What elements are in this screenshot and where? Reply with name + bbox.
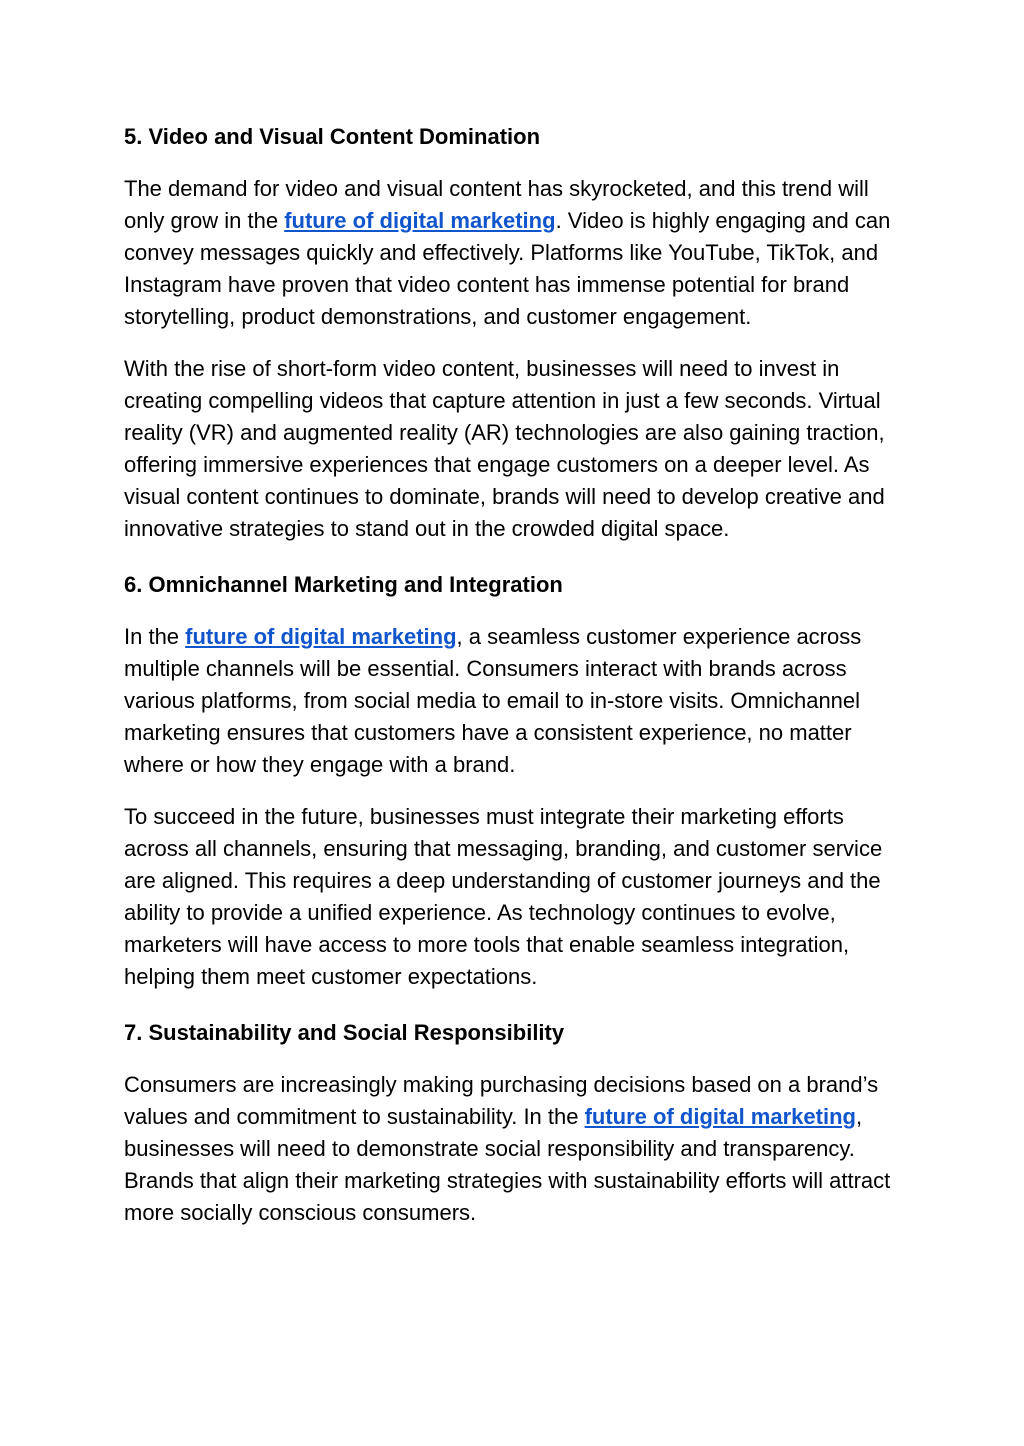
future-of-digital-marketing-link[interactable]: future of digital marketing [584, 1104, 856, 1129]
paragraph-text: . Video is highly engaging and can convey messages quickly and effectively. Platforms like YouTube, TikTok, and Instagram have proven that video content has immense potential for brand storytelling, product demonstrations, and customer engagement. [124, 208, 891, 329]
section-heading: 7. Sustainability and Social Responsibility [124, 1020, 565, 1045]
paragraph-text: In the [124, 624, 186, 649]
paragraph: To succeed in the future, businesses must integrate their marketing efforts across all channels, ensuring that messaging, branding, and customer service are aligned. This requires a deep understanding of customer journeys and the ability to provide a unified experience. As technology continues to evolve, marketers will have access to more tools that enable seamless integration, helping them meet customer expectations. [124, 804, 883, 989]
section-heading: 6. Omnichannel Marketing and Integration [124, 572, 563, 597]
document-body [124, 121, 914, 1229]
paragraph: With the rise of short-form video content, businesses will need to invest in creating compelling videos that capture attention in just a few seconds. Virtual reality (VR) and augmented reality (AR) technologies are also gaining traction, offering immersive experiences that engage customers on a deeper level. As visual content continues to dominate, brands will need to develop creative and innovative strategies to stand out in the crowded digital space. [124, 356, 885, 541]
paragraph-text: The demand for video and visual content has skyrocketed, and this trend will only grow in the [124, 176, 869, 233]
future-of-digital-marketing-link[interactable]: future of digital marketing [185, 624, 457, 649]
paragraph-text: Consumers are increasingly making purchasing decisions based on a brand’s values and commitment to sustainability. In the [124, 1072, 879, 1129]
paragraph [124, 1069, 914, 1229]
paragraph [124, 173, 914, 333]
paragraph-text: , businesses will need to demonstrate social responsibility and transparency. Brands that align their marketing strategies with sustainability efforts will attract more socially conscious consumers. [124, 1104, 891, 1225]
paragraph [124, 621, 914, 781]
paragraph-text: , a seamless customer experience across multiple channels will be essential. Consumers interact with brands across various platforms, from social media to email to in-store visits. Omnichannel marketing ensures that customers have a consistent experience, no matter where or how they engage with a brand. [124, 624, 862, 777]
section-heading: 5. Video and Visual Content Domination [124, 124, 541, 149]
future-of-digital-marketing-link[interactable]: future of digital marketing [284, 208, 556, 233]
